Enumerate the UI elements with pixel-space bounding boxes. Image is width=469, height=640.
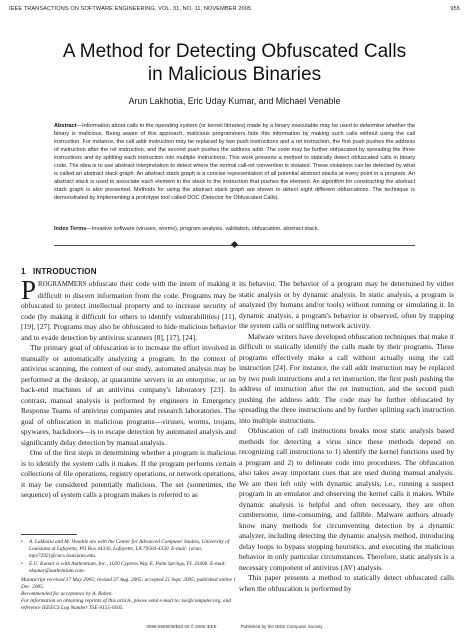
small-caps-lead: ROGRAMMERS <box>38 281 87 288</box>
index-terms-text: —Invasive software (viruses, worms), program analysis, validation, obfuscation, abstract stack. <box>86 226 320 232</box>
page-number: 955 <box>450 6 460 12</box>
title-line-1: A Method for Detecting Obfuscated Calls <box>62 41 407 62</box>
right-paragraph-3: Obfuscation of call instructions breaks most static analysis based methods for detecting a virus since these methods depend on recognizing call instructions to 1) identify the kernel functions used by a program and 2) to delineate code into procedures. The obfuscation also takes away important cues that are used during manual analysis. We are then left only with dynamic analysis, i.e., running a suspect program in an emulator and observing the kernel calls it makes. While dynamic analysis is helpful and often necessary, they are often cumbersome, time-consuming, and fallible. Malware authors already know many methods for circumventing detection by a dynamic analyzer, including detecting the dynamic analysis method, introducing delay loops to bypass stopping heuristics, and executing the malicious behavior in only particular circumstances. Therefore, static analysis is a necessary component of antivirus (AV) analysis. <box>239 426 454 572</box>
intro-paragraph-3: One of the first steps in determining whether a program is malicious is to identify the system calls it makes. If the program performs certain collections of file operations, registry operations, or network operations, it may be considered potentially malicious. The set (sometimes, the sequence) of system calls a program makes is referred to as <box>21 448 237 499</box>
abstract-label: Abstract <box>54 123 77 129</box>
author-list: Arun Lakhotia, Eric Uday Kumar, and Michael Venable <box>128 96 341 106</box>
footnote-rule <box>21 534 77 535</box>
intro-paragraph-1-text: obfuscate their code with the intent of making it difficult to discern information from the code. Programs may be obfuscated to protect intellectual property and to increase security of code (by making it difficult for others to identify vulnerabilities) [11], [19], [27]. Programs may also be obfuscated to hide malicious behavior and to evade detection by antivirus scanners [8], [17], [24]. <box>21 279 236 342</box>
footnote-text: E.U. Kumar is with Authentium, Inc., 1020 Cypress Way E, Palm Springs, FL 33406. E-mail: ekumar@authentium.com. <box>29 561 227 575</box>
section-divider <box>54 241 415 249</box>
reprint-info: For information on obtaining reprints of this article, please send e-mail to: tse@computer.org, and reference IEEECS Log Number TSE-0155-0505. <box>21 598 231 612</box>
recommended-by: Recommended for acceptance by A. Raben. <box>21 591 113 598</box>
footnote-affiliation-2 <box>21 561 236 575</box>
right-paragraph-1: its behavior. The behavior of a program may be determined by either static analysis or by dynamic analysis. In static analysis, a program is analyzed (by humans and/or tools) without running or simulating it. In dynamic analysis, a program's behavior is observed, often by trapping the system calls or sniffing network activity. <box>239 279 454 330</box>
left-column <box>21 275 237 501</box>
index-terms-label: Index Terms <box>54 226 87 232</box>
right-paragraph-2: Malware writers have developed obfuscation techniques that make it difficult to statically identify the calls made by their programs. These programs effectively make a call without actually using the call instruction [24]. For instance, the call addr instruction may be replaced by two push instructions and a ret instruction, the first push pushing the address of instruction after the ret instruction, and the second push pushing the address addr. The code may be further obfuscated by spreading the three instructions and by further splitting each instruction into multiple instructions. <box>239 331 454 425</box>
bullet-icon: • <box>21 561 23 568</box>
intro-paragraph-1 <box>21 275 236 343</box>
page-footer <box>0 624 469 629</box>
right-column <box>239 279 454 594</box>
section-number: 1 <box>21 267 26 276</box>
running-header <box>9 6 460 12</box>
intro-paragraph-2: The primary goal of obfuscation is to increase the effort involved in manually or automatically analyzing a program. In the context of antivirus scanning, the context of our study, automated analysis may be performed at the desktop, at quarantine servers in an enterprise, or on back-end machines of an antivirus company's laboratory [23]. In contrast, manual analysis is performed by engineers in Emergency Response Teams of antivirus companies and research laboratories. The goal of obfuscation in malicious programs—viruses, worms, trojans, spywares, backdoors—is to escape detection by automated analysis and significantly delay detection by manual analysis. <box>21 343 236 447</box>
copyright-code: 0098-5589/05/$20.00 © 2005 IEEE <box>146 624 217 629</box>
footnote-affiliation-1 <box>21 539 236 560</box>
manuscript-dates: Manuscript received 17 May 2005; revised 27 Aug. 2005; accepted 21 Sept. 2005; published online 1 Dec. 2005. <box>21 577 237 591</box>
footnotes <box>21 534 236 612</box>
diamond-icon <box>231 241 238 248</box>
title-line-2: in Malicious Binaries <box>147 64 322 85</box>
right-paragraph-4: This paper presents a method to statically detect obfuscated calls when the obfuscation is performed by <box>239 573 454 593</box>
bullet-icon: • <box>21 538 23 545</box>
publisher-line: Published by the IEEE Computer Society <box>240 624 323 629</box>
paper-title <box>0 40 469 86</box>
abstract <box>54 123 415 203</box>
footnote-text: A. Lakhotia and M. Venable are with the Center for Advanced Computer Studies, University of Louisiana at Lafayette, PO Box 44330, Lafayette, LA 70504-4330. E-mail: {arun, mpv7292}@cacs.louisiana.edu. <box>29 538 230 559</box>
abstract-text: —Information about calls to the operating system (or kernel libraries) made by a binary executable may be used to determine whether the binary is malicious. Being aware of this approach, malicious programmers hide this information by making such calls without using the call instruction. For instance, the call addr instruction may be replaced by two push instructions and a ret instruction, the first push pushes the address of instruction after the ret instruction, and the second push pushes the address addr. The code may be further obfuscated by spreading the three instructions and by splitting each instruction into multiple instructions. This work presents a method to statically detect obfuscated calls in binary code. The idea is to use abstract interpretation to detect where the normal call-ret convention is violated. These violations can be detected by what is called an abstract stack graph. An abstract stack graph is a concise representation of all potential abstract stacks at every point in a program. An abstract stack is used to associate each element in the stack to the instruction that pushes the element. An algorithm for constructing the abstract stack graph is also presented. Methods for using the abstract stack graph are shown to detect eight different obfuscations. The technique is demonstrated by implementing a prototype tool called DOC (Detector for Obfuscated Calls). <box>54 123 415 201</box>
index-terms <box>54 226 415 234</box>
journal-header: IEEE TRANSACTIONS ON SOFTWARE ENGINEERING, VOL. 31, NO. 11, NOVEMBER 2005 <box>9 6 252 12</box>
section-title: INTRODUCTION <box>32 267 97 276</box>
drop-cap: P <box>21 275 37 305</box>
